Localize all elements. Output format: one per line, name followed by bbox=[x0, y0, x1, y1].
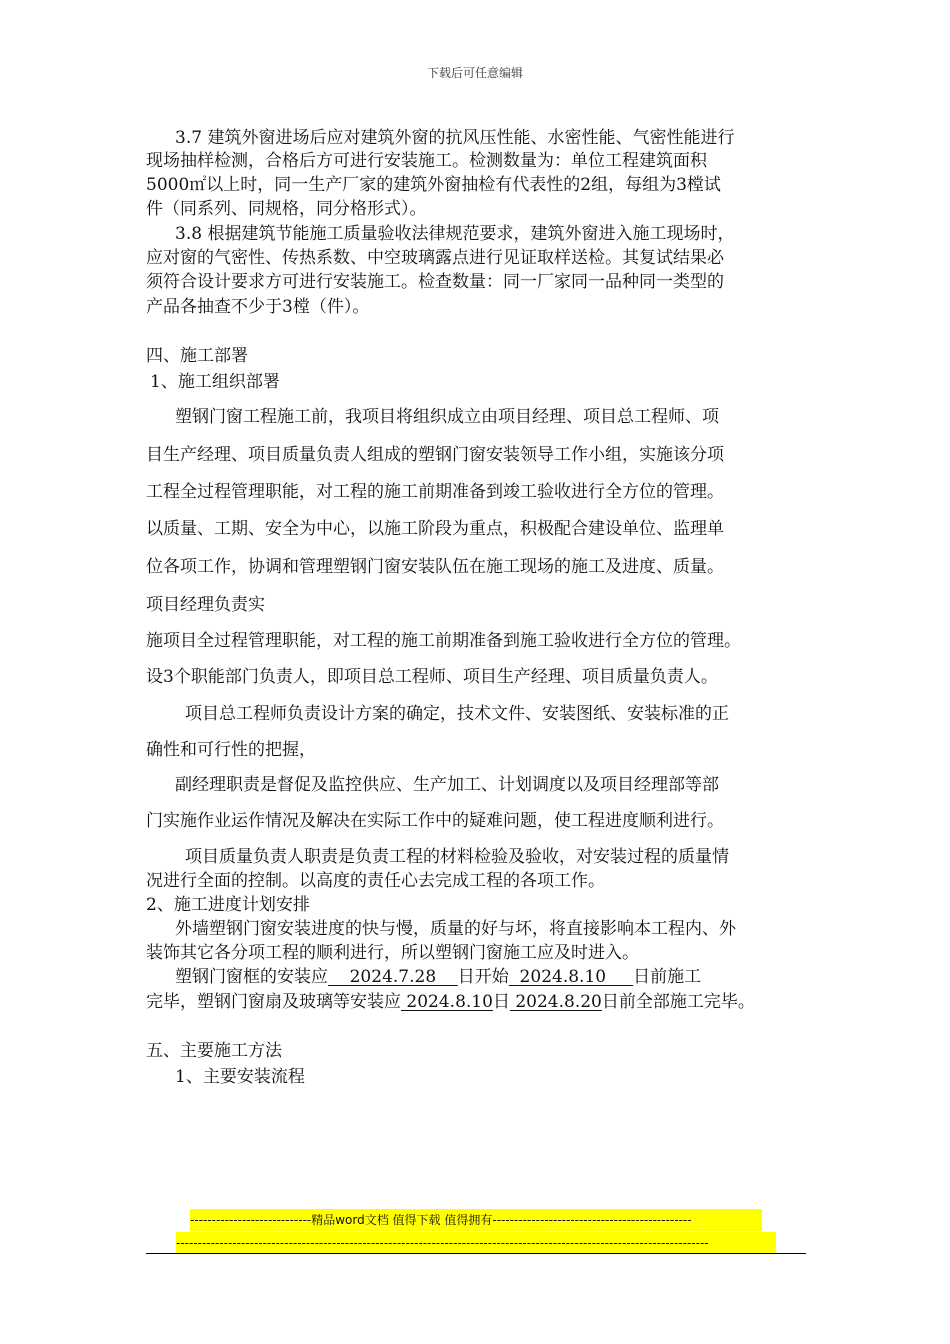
paragraph-line: 门实施作业运作情况及解决在实际工作中的疑难问题，使工程进度顺利进行。 bbox=[146, 811, 724, 831]
paragraph-line: 工程全过程管理职能，对工程的施工前期准备到竣工验收进行全方位的管理。 bbox=[146, 482, 724, 502]
footer-banner: ----------------------------精品word文档 值得下载 值得拥有---------------------------------------------- bbox=[190, 1209, 762, 1231]
paragraph-line: 3.7 建筑外窗进场后应对建筑外窗的抗风压性能、水密性能、气密性能进行 bbox=[175, 128, 735, 148]
paragraph-line: 现场抽样检测，合格后方可进行安装施工。检测数量为：单位工程建筑面积 bbox=[146, 151, 707, 171]
subsection-heading: 1、施工组织部署 bbox=[150, 372, 280, 392]
frame-end-date: 2024.8.10 bbox=[508, 967, 634, 987]
schedule-text: 完毕，塑钢门窗扇及玻璃等安装应 bbox=[146, 992, 401, 1012]
subsection-heading: 2、施工进度计划安排 bbox=[146, 895, 310, 915]
paragraph-line: 确性和可行性的把握， bbox=[146, 740, 316, 760]
schedule-text: 塑钢门窗框的安装应 bbox=[175, 967, 328, 987]
paragraph-line: 装饰其它各分项工程的顺利进行，所以塑钢门窗施工应及时进入。 bbox=[146, 943, 639, 963]
paragraph-line: 项目经理负责实 bbox=[146, 595, 265, 615]
paragraph-line: 施项目全过程管理职能，对工程的施工前期准备到施工验收进行全方位的管理。 bbox=[146, 631, 741, 651]
paragraph-line: 设3个职能部门负责人，即项目总工程师、项目生产经理、项目质量负责人。 bbox=[146, 667, 718, 687]
schedule-text: 日 bbox=[492, 992, 510, 1012]
section-heading: 五、主要施工方法 bbox=[146, 1041, 282, 1061]
sash-end-date: 2024.8.20 bbox=[509, 992, 602, 1012]
sash-start-date: 2024.8.10 bbox=[401, 992, 493, 1012]
paragraph-line: 项目总工程师负责设计方案的确定，技术文件、安装图纸、安装标准的正 bbox=[185, 704, 729, 724]
paragraph-line: 目生产经理、项目质量负责人组成的塑钢门窗安装领导工作小组，实施该分项 bbox=[146, 445, 724, 465]
frame-start-date: 2024.7.28 bbox=[328, 967, 458, 987]
paragraph-line: 项目质量负责人职责是负责工程的材料检验及验收，对安装过程的质量情 bbox=[185, 847, 729, 867]
paragraph-line: 应对窗的气密性、传热系数、中空玻璃露点进行见证取样送检。其复试结果必 bbox=[146, 248, 724, 268]
footer-dash-line: --------------------------------------------------------------------------------------------------------------------------- bbox=[176, 1232, 776, 1254]
paragraph-line: 位各项工作，协调和管理塑钢门窗安装队伍在施工现场的施工及进度、质量。 bbox=[146, 557, 724, 577]
paragraph-line: 3.8 根据建筑节能施工质量验收法律规范要求，建筑外窗进入施工现场时， bbox=[175, 224, 735, 244]
paragraph-line: 副经理职责是督促及监控供应、生产加工、计划调度以及项目经理部等部 bbox=[175, 775, 719, 795]
schedule-text: 日前施工 bbox=[633, 967, 702, 987]
page-header: 下载后可任意编辑 bbox=[426, 66, 523, 80]
subsection-heading: 1、主要安装流程 bbox=[175, 1067, 305, 1087]
paragraph-line: 5000㎡以上时，同一生产厂家的建筑外窗抽检有代表性的2组，每组为3樘试 bbox=[146, 175, 721, 195]
section-heading: 四、施工部署 bbox=[146, 346, 248, 366]
paragraph-line: 产品各抽查不少于3樘（件）。 bbox=[146, 297, 370, 317]
schedule-line-sash bbox=[146, 990, 755, 1014]
paragraph-line: 以质量、工期、安全为中心，以施工阶段为重点，积极配合建设单位、监理单 bbox=[146, 519, 724, 539]
schedule-text: 日前全部施工完毕。 bbox=[601, 992, 755, 1012]
paragraph-line: 须符合设计要求方可进行安装施工。检查数量：同一厂家同一品种同一类型的 bbox=[146, 272, 724, 292]
schedule-line-frame bbox=[175, 965, 701, 989]
paragraph-line: 况进行全面的控制。以高度的责任心去完成工程的各项工作。 bbox=[146, 871, 605, 891]
paragraph-line: 外墙塑钢门窗安装进度的快与慢，质量的好与坏，将直接影响本工程内、外 bbox=[175, 919, 736, 939]
paragraph-line: 件（同系列、同规格，同分格形式）。 bbox=[146, 199, 427, 219]
footer-rule bbox=[146, 1253, 806, 1254]
schedule-text: 日开始 bbox=[457, 967, 509, 987]
paragraph-line: 塑钢门窗工程施工前，我项目将组织成立由项目经理、项目总工程师、项 bbox=[175, 407, 719, 427]
